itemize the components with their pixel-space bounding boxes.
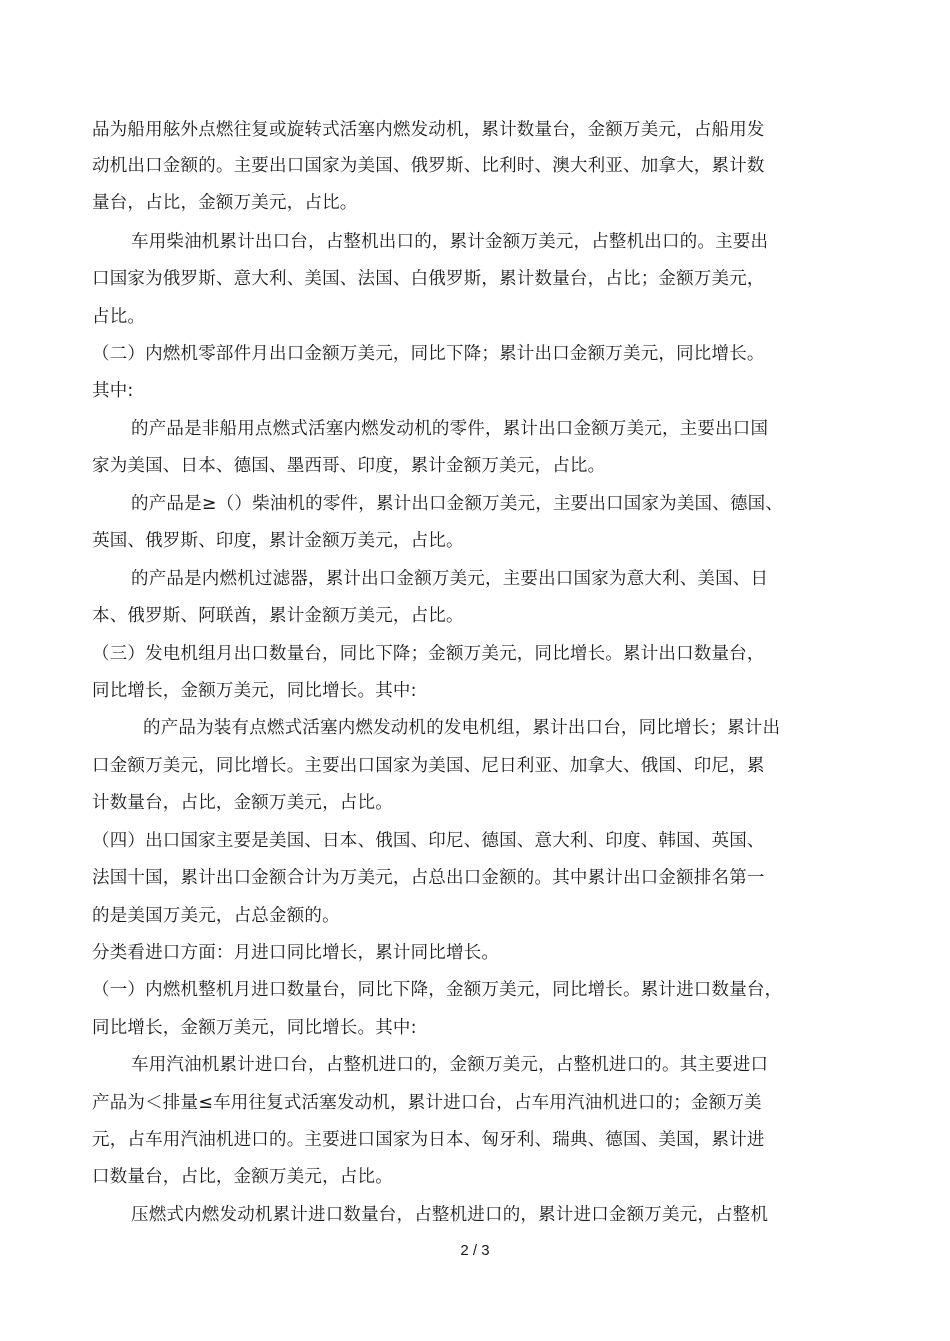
text-line: 车用汽油机累计进口台，占整机进口的，金额万美元，占整机进口的。其主要进口: [131, 1055, 769, 1075]
text-line: 元，占车用汽油机进口的。主要进口国家为日本、匈牙利、瑞典、德国、美国，累计进: [92, 1130, 765, 1150]
text-line: 的是美国万美元，占总金额的。: [92, 906, 340, 926]
section-heading: （四）出口国家主要是美国、日本、俄国、印尼、德国、意大利、印度、韩国、英国、: [92, 831, 765, 851]
text-line: 车用柴油机累计出口台，占整机出口的，累计金额万美元，占整机出口的。主要出: [131, 232, 769, 252]
text-line: 占比。: [92, 307, 146, 327]
text-line: 英国、俄罗斯、印度，累计金额万美元，占比。: [92, 531, 464, 551]
text-line: 同比增长，金额万美元，同比增长。其中:: [92, 1018, 417, 1038]
text-line: 分类看进口方面：月进口同比增长，累计同比增长。: [92, 943, 500, 963]
text-line: 的产品是≥（）柴油机的零件，累计出口金额万美元，主要出口国家为美国、德国、: [131, 494, 784, 514]
text-line: 口国家为俄罗斯、意大利、美国、法国、白俄罗斯，累计数量台，占比；金额万美元，: [92, 269, 765, 289]
text-line: 品为船用舷外点燃往复或旋转式活塞内燃发动机，累计数量台，金额万美元，占船用发: [92, 120, 765, 140]
section-heading: （二）内燃机零部件月出口金额万美元，同比下降；累计出口金额万美元，同比增长。: [92, 344, 765, 364]
text-line: 法国十国，累计出口金额合计为万美元，占总出口金额的。其中累计出口金额排名第一: [92, 868, 765, 888]
text-line: 口金额万美元，同比增长。主要出口国家为美国、尼日利亚、加拿大、俄国、印尼，累: [92, 756, 765, 776]
section-heading: （一）内燃机整机月进口数量台，同比下降，金额万美元，同比增长。累计进口数量台，: [92, 980, 783, 1000]
text-line: 产品为＜排量≤车用往复式活塞发动机，累计进口台，占车用汽油机进口的；金额万美: [92, 1093, 762, 1113]
text-line: 口数量台，占比，金额万美元，占比。: [92, 1167, 393, 1187]
page-number: 2 / 3: [460, 1242, 490, 1259]
text-line: 量台，占比，金额万美元，占比。: [92, 193, 358, 213]
text-line: 的产品是非船用点燃式活塞内燃发动机的零件，累计出口金额万美元，主要出口国: [131, 419, 769, 439]
text-line: 家为美国、日本、德国、墨西哥、印度，累计金额万美元，占比。: [92, 456, 606, 476]
text-line: 的产品为装有点燃式活塞内燃发动机的发电机组，累计出口台，同比增长；累计出: [143, 718, 781, 738]
text-line: 动机出口金额的。主要出口国家为美国、俄罗斯、比利时、澳大利亚、加拿大，累计数: [92, 156, 765, 176]
section-heading: （三）发电机组月出口数量台，同比下降；金额万美元，同比增长。累计出口数量台，: [92, 644, 765, 664]
text-line: 本、俄罗斯、阿联酋，累计金额万美元，占比。: [92, 606, 464, 626]
text-line: 的产品是内燃机过滤器，累计出口金额万美元，主要出口国家为意大利、美国、日: [131, 569, 769, 589]
text-line: 计数量台，占比，金额万美元，占比。: [92, 793, 393, 813]
text-line: 其中:: [92, 381, 134, 401]
text-line: 压燃式内燃发动机累计进口数量台，占整机进口的，累计进口金额万美元，占整机: [131, 1205, 769, 1225]
text-line: 同比增长，金额万美元，同比增长。其中:: [92, 681, 417, 701]
